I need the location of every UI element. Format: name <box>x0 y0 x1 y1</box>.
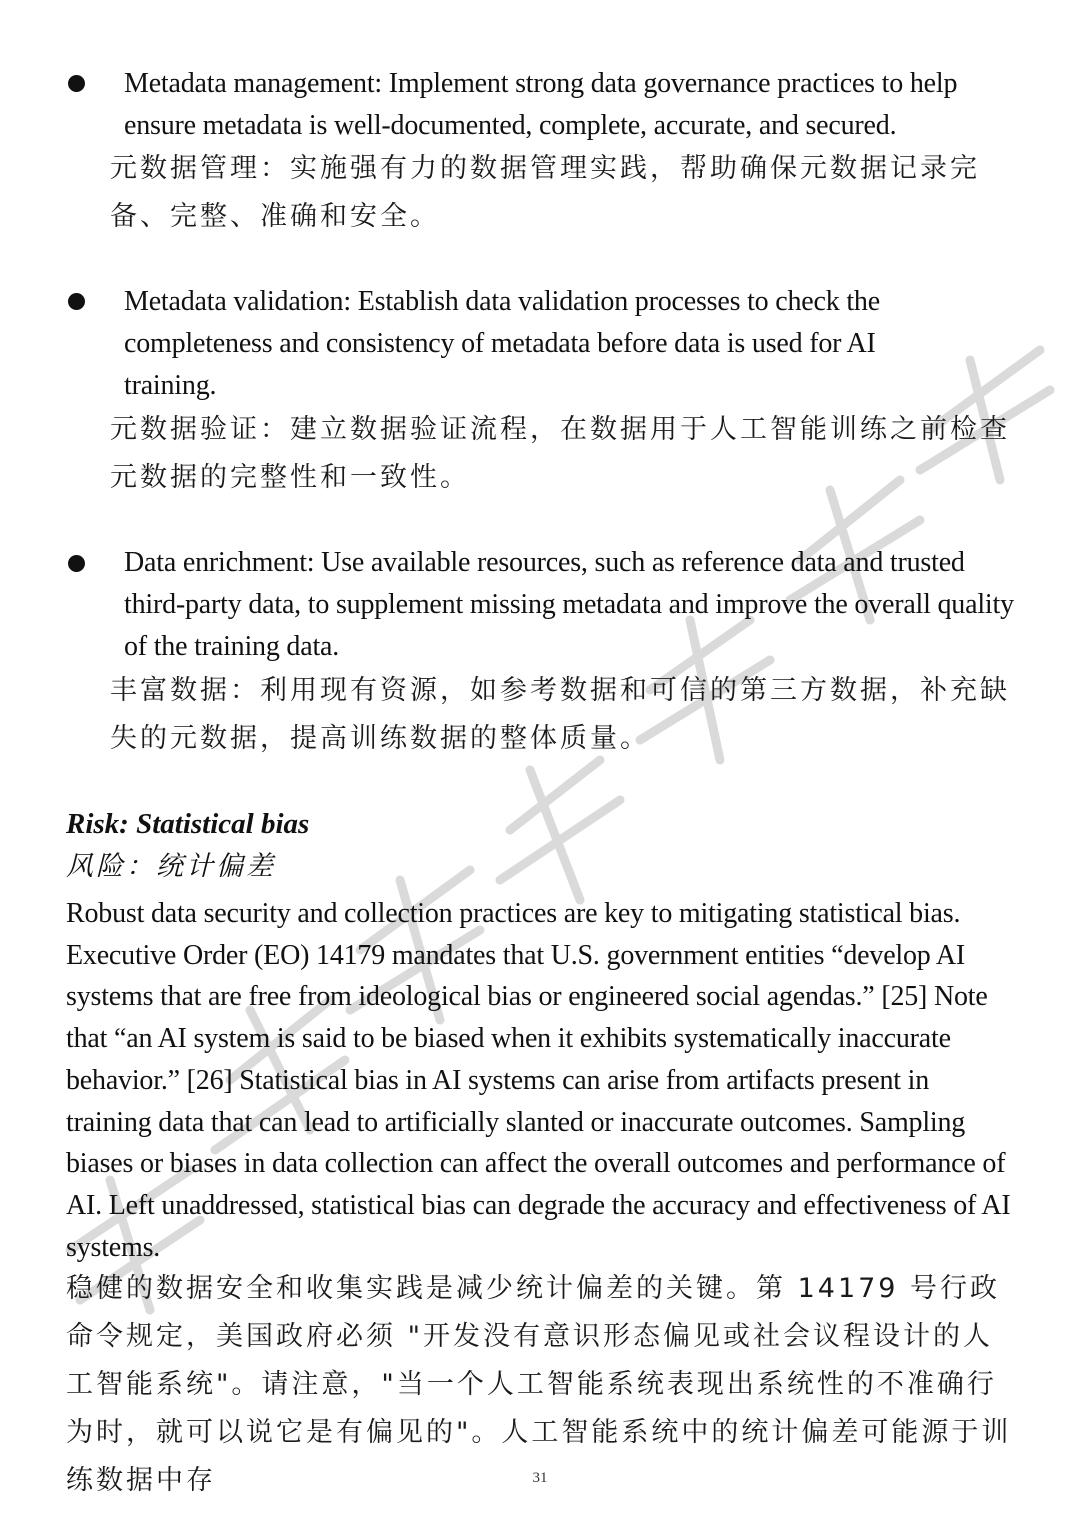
bullet-chinese-text: 元数据验证：建立数据验证流程，在数据用于人工智能训练之前检查元数据的完整性和一致性。 <box>110 414 1010 493</box>
paragraph-english: Robust data security and collection practices are key to mitigating statistical bias. Executive Order (EO) 14179 mandates that U.S. government entities “develop AI systems that are free from ideological bias or engineered social agendas.” [25] Note that “an AI system is said to be biased when it exhibits systematically inaccurate behavior.” [26] Statistical bias in AI systems can arise from artifacts present in training data that can lead to artificially slanted or inaccurate outcomes. Sampling biases or biases in data collection can affect the overall outcomes and performance of AI. Left unaddressed, statistical bias can degrade the accuracy and effectiveness of AI systems. <box>66 898 1011 1263</box>
bullet-chinese-text: 元数据管理：实施强有力的数据管理实践，帮助确保元数据记录完备、完整、准确和安全。 <box>110 153 980 232</box>
bullet-icon <box>68 75 85 92</box>
bullet-english-text: Metadata management: Implement strong data governance practices to help ensure metadata is well-documented, complete, accurate, and secured. <box>124 68 958 141</box>
paragraph-chinese: 稳健的数据安全和收集实践是减少统计偏差的关键。第 14179 号行政命令规定，美国政府必须 "开发没有意识形态偏见或社会议程设计的人工智能系统"。请注意，"当一个人工智能系统表现出系统性的不准确行为时，就可以说它是有偏见的"。人工智能系统中的统计偏差可能源于训练数据中存 <box>66 1273 1012 1496</box>
bullet-english-text: Data enrichment: Use available resources, such as reference data and trusted third-party data, to supplement missing metadata and improve the overall quality of the training data. <box>124 547 1014 662</box>
bullet-english-text: Metadata validation: Establish data validation processes to check the completeness and consistency of metadata before data is used for AI training. <box>124 286 880 401</box>
section-heading-english: Risk: Statistical bias <box>66 808 310 840</box>
bullet-icon <box>68 555 85 572</box>
bullet-chinese-text: 丰富数据：利用现有资源，如参考数据和可信的第三方数据，补充缺失的元数据，提高训练数据的整体质量。 <box>110 675 1010 754</box>
bullet-icon <box>68 293 85 310</box>
section-heading-chinese: 风险：统计偏差 <box>66 851 276 882</box>
page-number: 31 <box>532 1470 548 1486</box>
